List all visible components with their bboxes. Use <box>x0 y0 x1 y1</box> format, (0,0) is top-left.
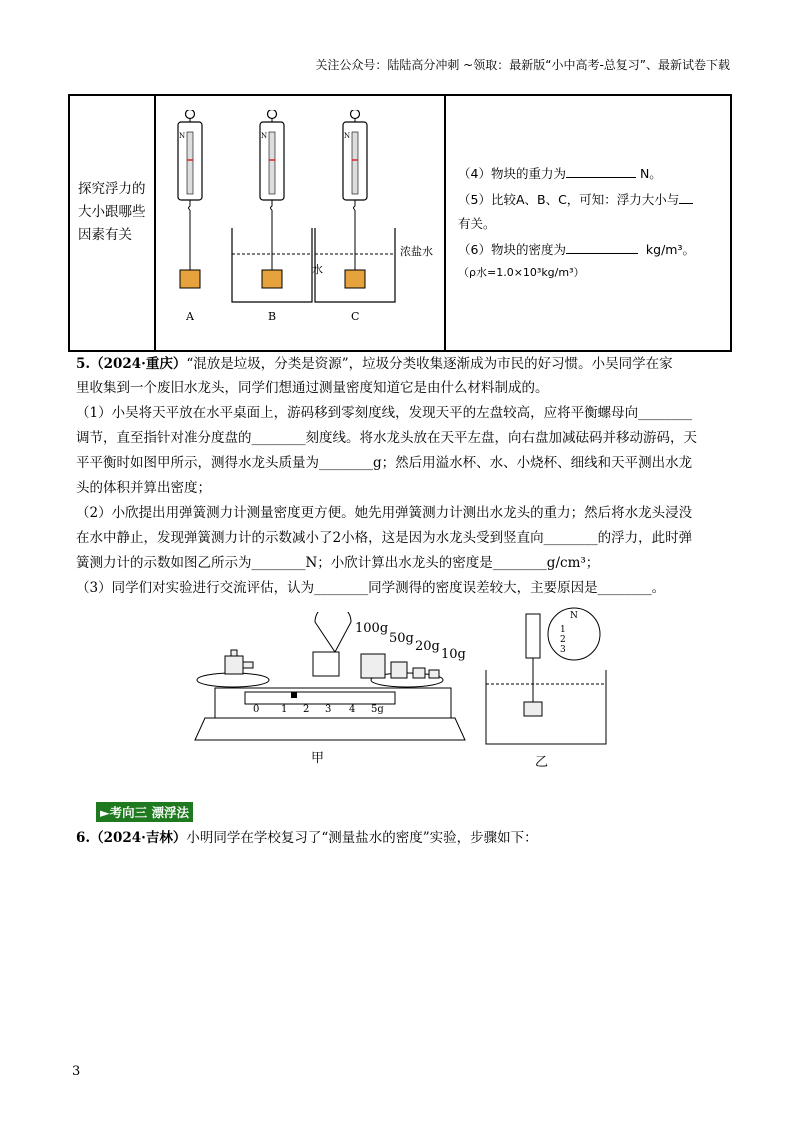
table-divider <box>444 96 446 350</box>
label-a: A <box>186 310 194 323</box>
meter-tick: 3 <box>560 645 566 655</box>
meter-a <box>178 110 202 288</box>
problem5-line: 平平衡时如图甲所示，测得水龙头质量为________g；然后用溢水杯、水、小烧杯、细线和天平测出水龙 <box>76 455 693 471</box>
label-brine: 浓盐水 <box>400 245 433 258</box>
problem5-line: （3）同学们对实验进行交流评估，认为________同学测得的密度误差较大，主要原因是________。 <box>76 580 666 596</box>
q5: （5）比较A、B、C，可知：浮力大小与 <box>458 190 693 208</box>
problem5-line: 调节，直至指针对准分度盘的________刻度线。将水龙头放在天平左盘，向右盘加减砝码并移动游码，天 <box>76 430 697 446</box>
problem5-line: 头的体积并算出密度； <box>76 480 211 496</box>
scale-tick: 0 <box>253 704 260 715</box>
label-water: 水 <box>312 263 323 276</box>
weight-10g: 10g <box>441 647 466 662</box>
topic-cell: 探究浮力的大小跟哪些因素有关 <box>78 181 146 243</box>
q4: （4）物块的重力为 N。 <box>458 166 662 181</box>
problem5-line1: 5.（2024·重庆）“混放是垃圾，分类是资源”，垃圾分类收集逐渐成为市民的好习惯。小吴同学在家 <box>76 356 673 372</box>
meter-label-n: N <box>570 611 578 621</box>
weight-50g: 50g <box>389 631 414 646</box>
q6: （6）物块的密度为 kg/m³。 <box>458 242 695 257</box>
label-c: C <box>351 310 360 323</box>
weight-20g: 20g <box>415 639 440 654</box>
spring-scale-water-figure <box>480 604 620 774</box>
balance-figure <box>185 612 475 772</box>
faucet-icon <box>225 650 253 674</box>
scale-tick: 2 <box>303 704 310 715</box>
meter-b <box>260 110 284 288</box>
scale-tick: 1 <box>281 704 288 715</box>
label-jia: 甲 <box>311 751 325 766</box>
meter-label-n: N <box>179 132 186 140</box>
scale-tick: 3 <box>325 704 332 715</box>
problem5-line: 里收集到一个废旧水龙头，同学们想通过测量密度知道它是由什么材料制成的。 <box>76 380 549 396</box>
meter-tick: 2 <box>560 635 566 645</box>
scale-tick: 5g <box>371 704 384 715</box>
meter-tick: 1 <box>560 625 566 635</box>
problem5-line: 在水中静止，发现弹簧测力计的示数减小了2小格，这是因为水龙头受到竖直向________的浮力，此时弹 <box>76 530 693 546</box>
problem5-line: （2）小欣提出用弹簧测力计测量密度更方便。她先用弹簧测力计测出水龙头的重力；然后将水龙头浸没 <box>76 505 693 521</box>
density-note: （ρ水=1.0×10³kg/m³） <box>458 266 585 279</box>
faucet-icon <box>524 702 542 716</box>
spring-scale-figure <box>160 110 440 340</box>
problem6-line1: 6.（2024·吉林）小明同学在学校复习了“测量盐水的密度”实验，步骤如下： <box>76 830 538 846</box>
page-header: 关注公众号：陆陆高分冲刺 ~领取：最新版“小中高考-总复习”、最新试卷下载 <box>315 58 730 72</box>
experiment-table <box>68 94 732 352</box>
weight-100g: 100g <box>355 621 389 636</box>
label-yi: 乙 <box>535 755 549 770</box>
section-tag: ►考向三 漂浮法 <box>96 802 193 822</box>
problem5-line: （1）小吴将天平放在水平桌面上，游码移到零刻度线，发现天平的左盘较高，应将平衡螺母向________ <box>76 405 693 421</box>
meter-c <box>343 110 367 288</box>
label-b: B <box>268 310 277 323</box>
q5-line2: 有关。 <box>458 216 496 231</box>
page-number: 3 <box>72 1064 81 1079</box>
svg-text:N: N <box>344 132 351 140</box>
problem5-line: 簧测力计的示数如图乙所示为________N；小欣计算出水龙头的密度是________g/cm³； <box>76 555 600 571</box>
svg-text:N: N <box>261 132 268 140</box>
scale-tick: 4 <box>349 704 356 715</box>
